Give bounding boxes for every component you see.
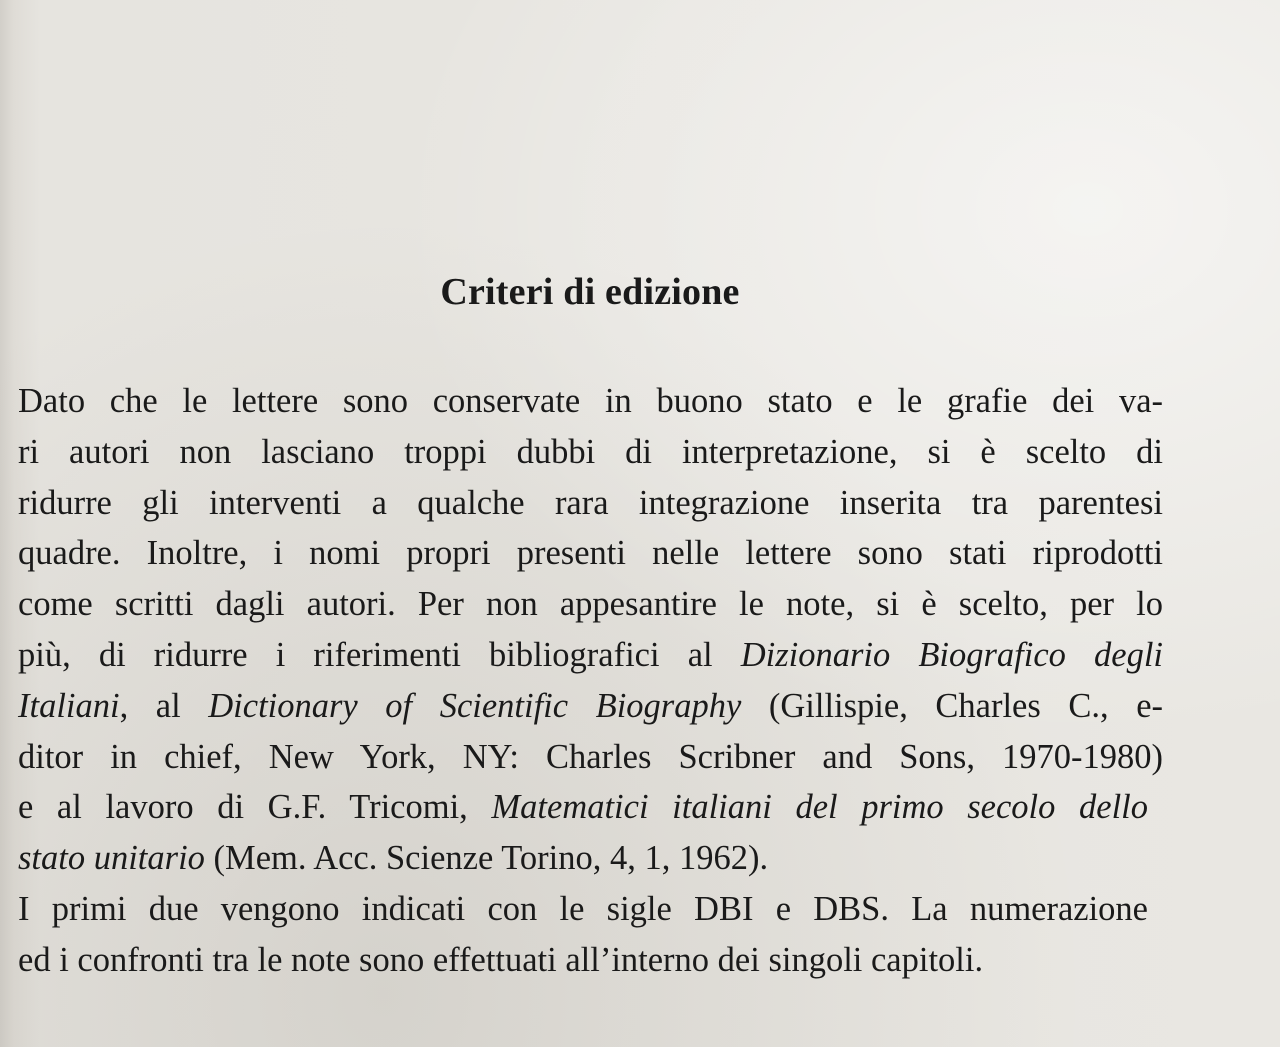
italic-title: Matematici italiani del primo secolo dello xyxy=(491,788,1148,827)
text-line: Dato che le lettere sono conservate in buono stato e le grafie dei va- xyxy=(18,382,1163,420)
text-line: ditor in chief, New York, NY: Charles Scribner and Sons, 1970-1980) xyxy=(18,737,1163,776)
text-line: più, di ridurre i riferimenti bibliografici al Dizionario Biografico degli xyxy=(18,635,1163,674)
text-line: stato unitario (Mem. Acc. Scienze Torino, 4, 1, 1962). xyxy=(18,839,769,878)
italic-title: Dizionario Biografico degli xyxy=(740,635,1163,674)
text-line: I primi due vengono indicati con le sigle DBI e DBS. La numerazione xyxy=(18,889,1148,928)
section-heading: Criteri di edizione xyxy=(440,271,740,313)
text-line: come scritti dagli autori. Per non appesantire le note, si è scelto, per lo xyxy=(18,585,1163,624)
text-line: quadre. Inoltre, i nomi propri presenti nelle lettere sono stati riprodotti xyxy=(18,534,1163,573)
text-line: e al lavoro di G.F. Tricomi, Matematici italiani del primo secolo dello xyxy=(18,788,1148,827)
italic-title: stato unitario xyxy=(18,839,205,878)
body-text xyxy=(18,376,1163,986)
italic-title: Italiani xyxy=(18,686,120,725)
text-line: ed i confronti tra le note sono effettuati all’interno dei singoli capitoli. xyxy=(18,940,984,979)
text-line: ri autori non lasciano troppi dubbi di interpretazione, si è scelto di xyxy=(18,432,1163,471)
text-line: ridurre gli interventi a qualche rara integrazione inserita tra parentesi xyxy=(18,483,1163,522)
text-line: Italiani, al Dictionary of Scientific Biography (Gillispie, Charles C., e- xyxy=(18,686,1163,725)
italic-title: Dictionary of Scientific Biography xyxy=(208,686,742,725)
